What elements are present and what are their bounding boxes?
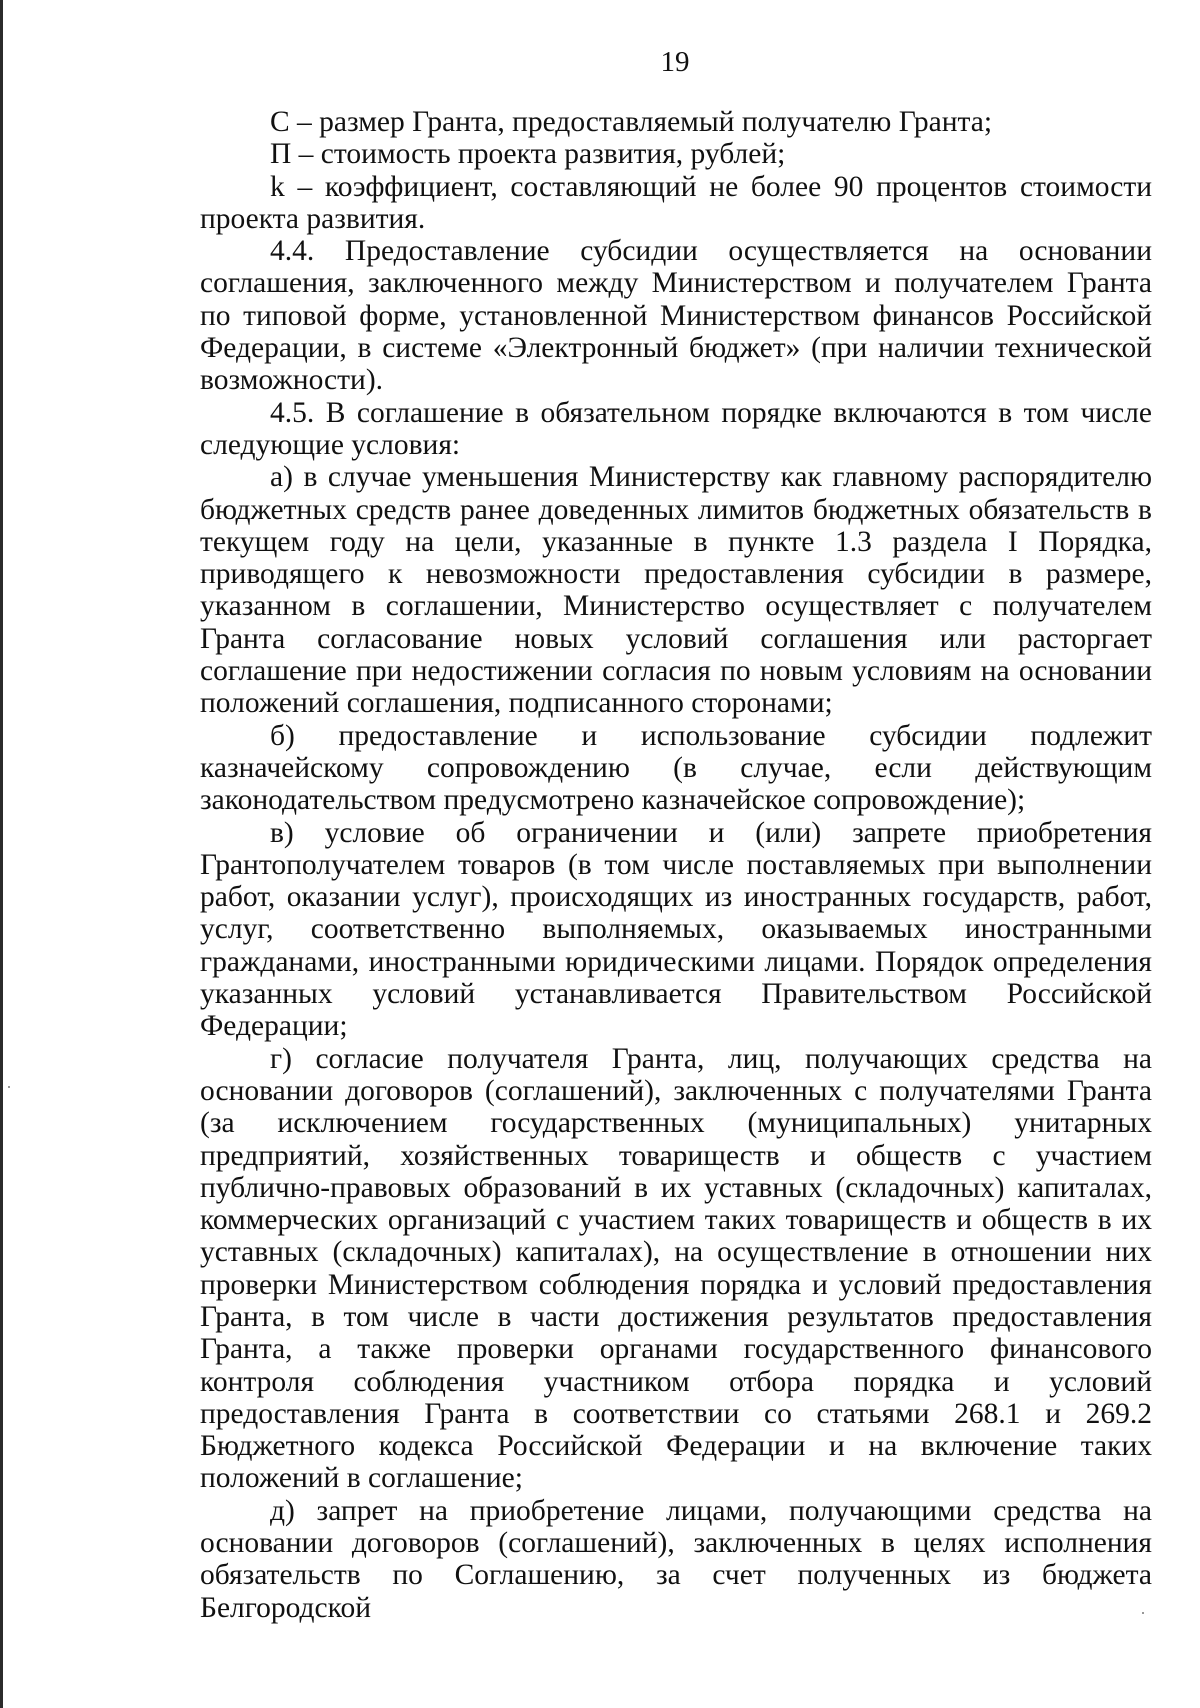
condition-a: а) в случае уменьшения Министерству как главному распорядителю бюджетных средств ранее доведенных лимитов бюджетных обязательств в текущем году на цели, указанные в пункте 1.3 раздела I Порядка, приводящего к невозможности предоставления субсидии в размере, указанном в соглашении, Министерство осуществляет с получателем Гранта согласование новых условий соглашения или расторгает соглашение при недостижении согласия по новым условиям на основании положений соглашения, подписанного сторонами; [200,461,1152,720]
condition-b: б) предоставление и использование субсидии подлежит казначейскому сопровождению (в случае, если действующим законодательством предусмотрено казначейское сопровождение); [200,719,1152,817]
condition-v: в) условие об ограничении и (или) запрете приобретения Грантополучателем товаров (в том числе поставляемых при выполнении работ, оказании услуг), происходящих из иностранных государств, работ, услуг, соответственно выполняемых, оказываемых иностранными гражданами, иностранными юридическими лицами. Порядок определения указанных условий устанавливается Правительством Российской Федерации; [200,816,1152,1043]
clause-4-5: 4.5. В соглашение в обязательном порядке включаются в том числе следующие условия: [200,396,1152,461]
condition-g: г) согласие получателя Гранта, лиц, получающих средства на основании договоров (соглашений), заключенных с получателями Гранта (за исключением государственных (муниципальных) унитарных предприятий, хозяйственных товариществ и обществ с участием публично-правовых образований в их уставных (складочных) капиталах, коммерческих организаций с участием таких товариществ и обществ в их уставных (складочных) капиталах), на осуществление в отношении них проверки Министерством соблюдения порядка и условий предоставления Гранта, в том числе в части достижения результатов предоставления Гранта, а также проверки органами государственного финансового контроля соблюдения участником отбора порядка и условий предоставления Гранта в соответствии со статьями 268.1 и 269.2 Бюджетного кодекса Российской Федерации и на включение таких положений в соглашение; [200,1042,1152,1495]
condition-d: д) запрет на приобретение лицами, получающими средства на основании договоров (соглашений), заключенных в целях исполнения обязательств по Соглашению, за счет полученных из бюджета Белгородской [200,1494,1152,1624]
definition-c: С – размер Гранта, предоставляемый получателю Гранта; [270,106,993,138]
definition-p: П – стоимость проекта развития, рублей; [270,138,786,171]
clause-4-4: 4.4. Предоставление субсидии осуществляется на основании соглашения, заключенного между Министерством и получателем Гранта по типовой форме, установленной Министерством финансов Российской Федерации, в системе «Электронный бюджет» (при наличии технической возможности). [200,235,1152,397]
document-body [200,106,1152,1624]
definition-k: k – коэффициент, составляющий не более 90 процентов стоимости проекта развития. [200,170,1152,235]
scan-speck [8,1086,10,1088]
scan-edge [0,0,3,1708]
page-number: 19 [660,46,690,78]
scan-speck [1142,1612,1144,1614]
